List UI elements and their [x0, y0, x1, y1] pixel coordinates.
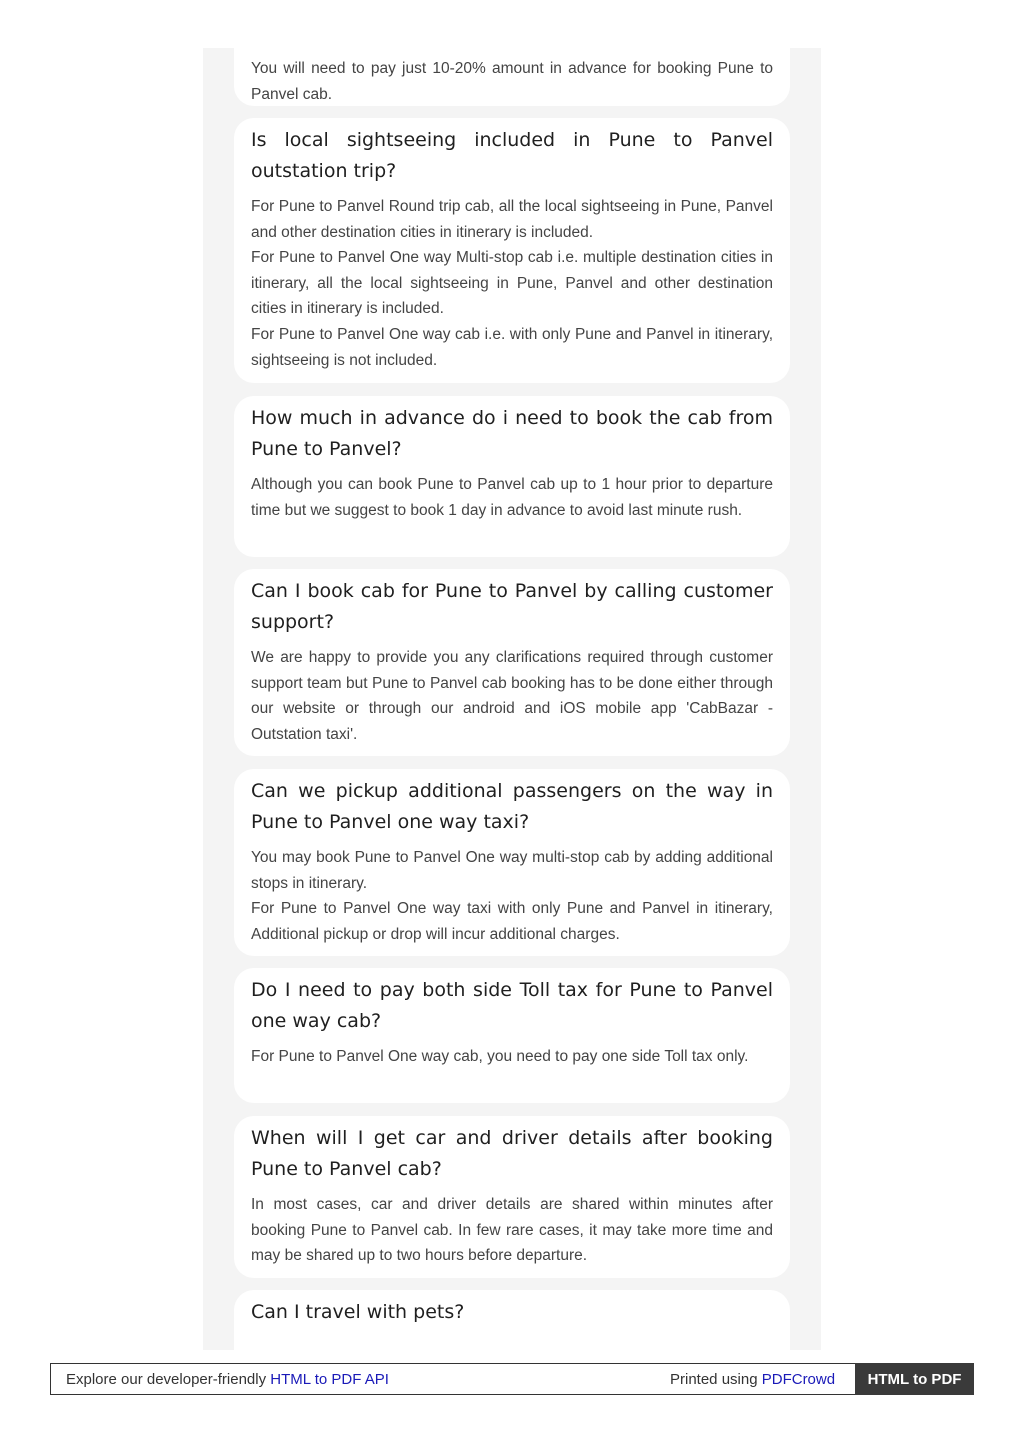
faq-answer: [251, 1044, 773, 1070]
footer-explore: [66, 1371, 389, 1388]
faq-question: Can we pickup additional passengers on the way in Pune to Panvel one way taxi?: [251, 780, 773, 833]
faq-question: How much in advance do i need to book the cab from Pune to Panvel?: [251, 407, 773, 460]
faq-card: [234, 48, 790, 106]
html-to-pdf-api-link[interactable]: HTML to PDF API: [270, 1371, 389, 1388]
faq-answer: [251, 645, 773, 747]
answer-paragraph: In most cases, car and driver details are shared within minutes after booking Pune to Panvel cab. In few rare cases, it may take more time and may be shared up to two hours before departure.: [251, 1196, 773, 1265]
faq-card: [234, 396, 790, 557]
answer-paragraph: For Pune to Panvel Round trip cab, all the local sightseeing in Pune, Panvel and other destination cities in itinerary is included.: [251, 198, 773, 241]
faq-card: [234, 1290, 790, 1350]
faq-question: When will I get car and driver details after booking Pune to Panvel cab?: [251, 1127, 773, 1180]
pdfcrowd-link[interactable]: PDFCrowd: [761, 1371, 836, 1388]
faq-question: Can I book cab for Pune to Panvel by calling customer support?: [251, 580, 773, 633]
faq-card: [234, 569, 790, 756]
footer-printed-text: Printed using: [670, 1371, 762, 1388]
faq-card: [234, 118, 790, 383]
faq-card: [234, 769, 790, 956]
footer-printed: [670, 1371, 835, 1388]
faq-answer: [251, 194, 773, 373]
faq-question: Do I need to pay both side Toll tax for Pune to Panvel one way cab?: [251, 979, 773, 1032]
answer-paragraph: You will need to pay just 10-20% amount in advance for booking Pune to Panvel cab.: [251, 60, 773, 103]
faq-card: [234, 968, 790, 1103]
pdf-footer-bar: [50, 1363, 974, 1395]
answer-paragraph: You may book Pune to Panvel One way multi-stop cab by adding additional stops in itinerary.: [251, 849, 773, 892]
faq-answer: [251, 1192, 773, 1269]
faq-answer: [251, 56, 773, 106]
faq-answer: [251, 845, 773, 947]
answer-paragraph: For Pune to Panvel One way cab, you need to pay one side Toll tax only.: [251, 1048, 749, 1065]
faq-question: Is local sightseeing included in Pune to Panvel outstation trip?: [251, 129, 773, 182]
answer-paragraph: Although you can book Pune to Panvel cab up to 1 hour prior to departure time but we suggest to book 1 day in advance to avoid last minute rush.: [251, 476, 773, 519]
faq-answer: [251, 472, 773, 523]
answer-paragraph: For Pune to Panvel One way cab i.e. with only Pune and Panvel in itinerary, sightseeing is not included.: [251, 325, 773, 369]
answer-paragraph: For Pune to Panvel One way Multi-stop cab i.e. multiple destination cities in itinerary, all the local sightseeing in Pune, Panvel and other destination cities in itinerary is included.: [251, 249, 773, 318]
faq-card: [234, 1116, 790, 1278]
answer-paragraph: For Pune to Panvel One way taxi with only Pune and Panvel in itinerary, Additional pickup or drop will incur additional charges.: [251, 900, 773, 943]
html-to-pdf-button[interactable]: HTML to PDF: [855, 1363, 974, 1395]
answer-paragraph: We are happy to provide you any clarifications required through customer support team but Pune to Panvel cab booking has to be done either through our website or through our android and iOS mobile app 'CabBazar - Outstation taxi'.: [251, 649, 773, 743]
footer-explore-text: Explore our developer-friendly: [66, 1371, 271, 1388]
faq-question: Can I travel with pets?: [251, 1301, 465, 1323]
faq-panel: [203, 48, 821, 1350]
